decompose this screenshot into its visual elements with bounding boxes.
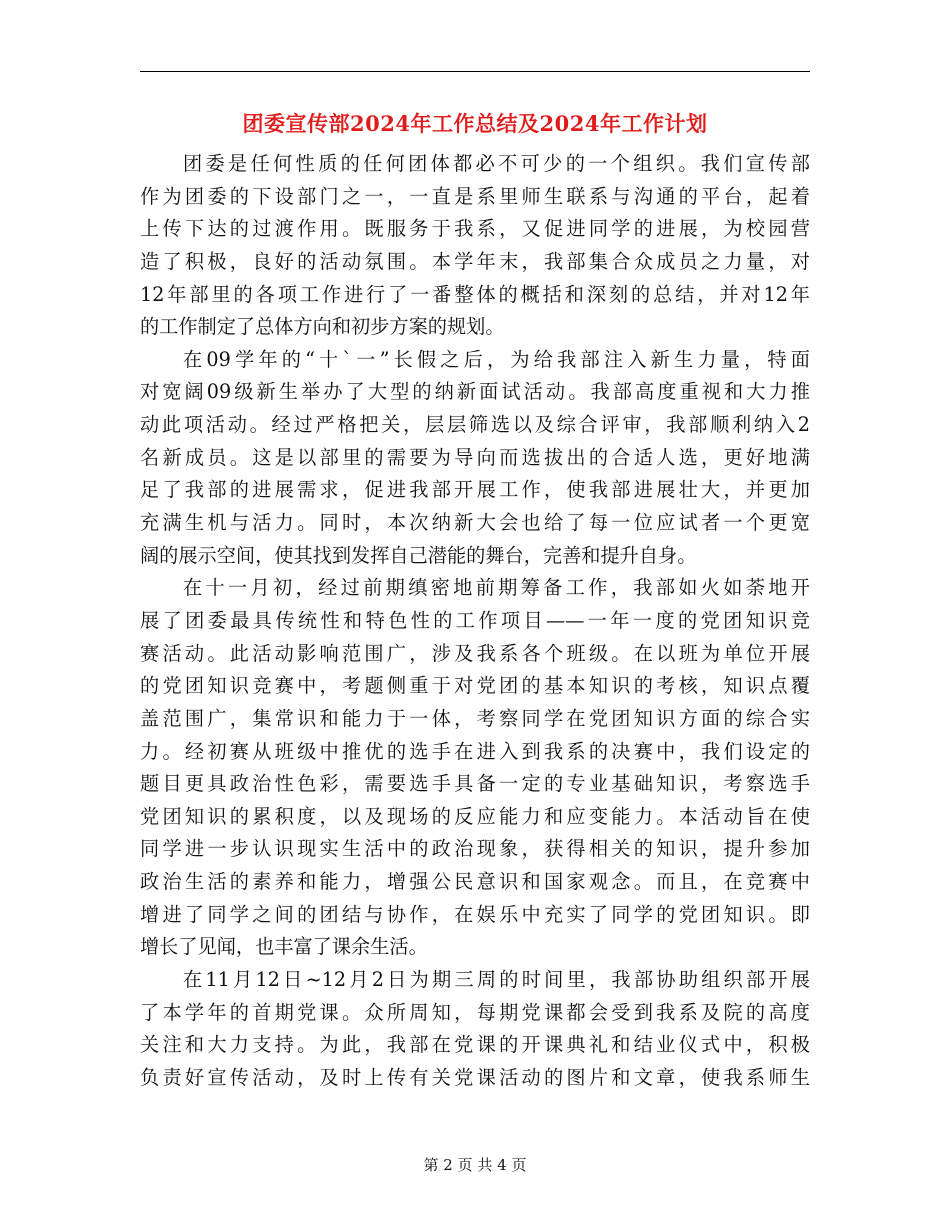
header-rule [140, 71, 810, 72]
text-line: 12年部里的各项工作进行了一番整体的概括和深刻的总结，并对12年 [140, 282, 810, 306]
text-line: 在十一月初，经过前期缜密地前期筹备工作，我部如火如荼地开 [183, 576, 810, 600]
text-line: 同学进一步认识现实生活中的政治现象，获得相关的知识，提升参加 [140, 837, 810, 861]
text-line: 阔的展示空间，使其找到发挥自己潜能的舞台，完善和提升自身。 [140, 543, 697, 567]
text-line: 上传下达的过渡作用。既服务于我系，又促进同学的进展，为校园营 [140, 217, 810, 241]
text-line: 赛活动。此活动影响范围广，涉及我系各个班级。在以班为单位开展 [140, 641, 810, 665]
text-line: 充满生机与活力。同时，本次纳新大会也给了每一位应试者一个更宽 [140, 511, 810, 535]
text-line: 展了团委最具传统性和特色性的工作项目——一年一度的党团知识竞 [140, 608, 810, 632]
text-line: 的工作制定了总体方向和初步方案的规划。 [140, 315, 505, 339]
text-line: 党团知识的累积度，以及现场的反应能力和应变能力。本活动旨在使 [140, 804, 810, 828]
text-line: 在11月12日~12月2日为期三周的时间里，我部协助组织部开展 [183, 968, 810, 992]
text-line: 盖范围广，集常识和能力于一体，考察同学在党团知识方面的综合实 [140, 706, 810, 730]
text-line: 增长了见闻，也丰富了课余生活。 [140, 935, 428, 959]
text-line: 关注和大力支持。为此，我部在党课的开课典礼和结业仪式中，积极 [140, 1033, 810, 1057]
text-line: 了本学年的首期党课。众所周知，每期党课都会受到我系及院的高度 [140, 1000, 810, 1024]
text-line: 对宽阔09级新生举办了大型的纳新面试活动。我部高度重视和大力推 [140, 380, 810, 404]
page-footer: 第 2 页 共 4 页 [423, 1156, 527, 1174]
text-line: 负责好宣传活动，及时上传有关党课活动的图片和文章，使我系师生 [140, 1065, 810, 1089]
text-line: 的党团知识竞赛中，考题侧重于对党团的基本知识的考核，知识点覆 [140, 674, 810, 698]
text-line: 力。经初赛从班级中推优的选手在进入到我系的决赛中，我们设定的 [140, 739, 810, 763]
text-line: 造了积极，良好的活动氛围。本学年末，我部集合众成员之力量，对 [140, 249, 810, 273]
text-line: 政治生活的素养和能力，增强公民意识和国家观念。而且，在竞赛中 [140, 870, 810, 894]
text-line: 题目更具政治性色彩，需要选手具备一定的专业基础知识，考察选手 [140, 772, 810, 796]
text-line: 增进了同学之间的团结与协作，在娱乐中充实了同学的党团知识。即 [140, 902, 810, 926]
text-line: 团委是任何性质的任何团体都必不可少的一个组织。我们宣传部 [183, 152, 810, 175]
text-line: 动此项活动。经过严格把关，层层筛选以及综合评审，我部顺利纳入2 [140, 413, 810, 437]
text-line: 名新成员。这是以部里的需要为导向而选拔出的合适人选，更好地满 [140, 445, 810, 469]
document-body [140, 148, 810, 1095]
text-line: 足了我部的进展需求，促进我部开展工作，使我部进展壮大，并更加 [140, 478, 810, 502]
document-title: 团委宣传部2024年工作总结及2024年工作计划 [242, 111, 708, 136]
text-line: 在09学年的“十`一”长假之后，为给我部注入新生力量，特面 [183, 347, 810, 371]
text-line: 作为团委的下设部门之一，一直是系里师生联系与沟通的平台，起着 [140, 184, 810, 208]
